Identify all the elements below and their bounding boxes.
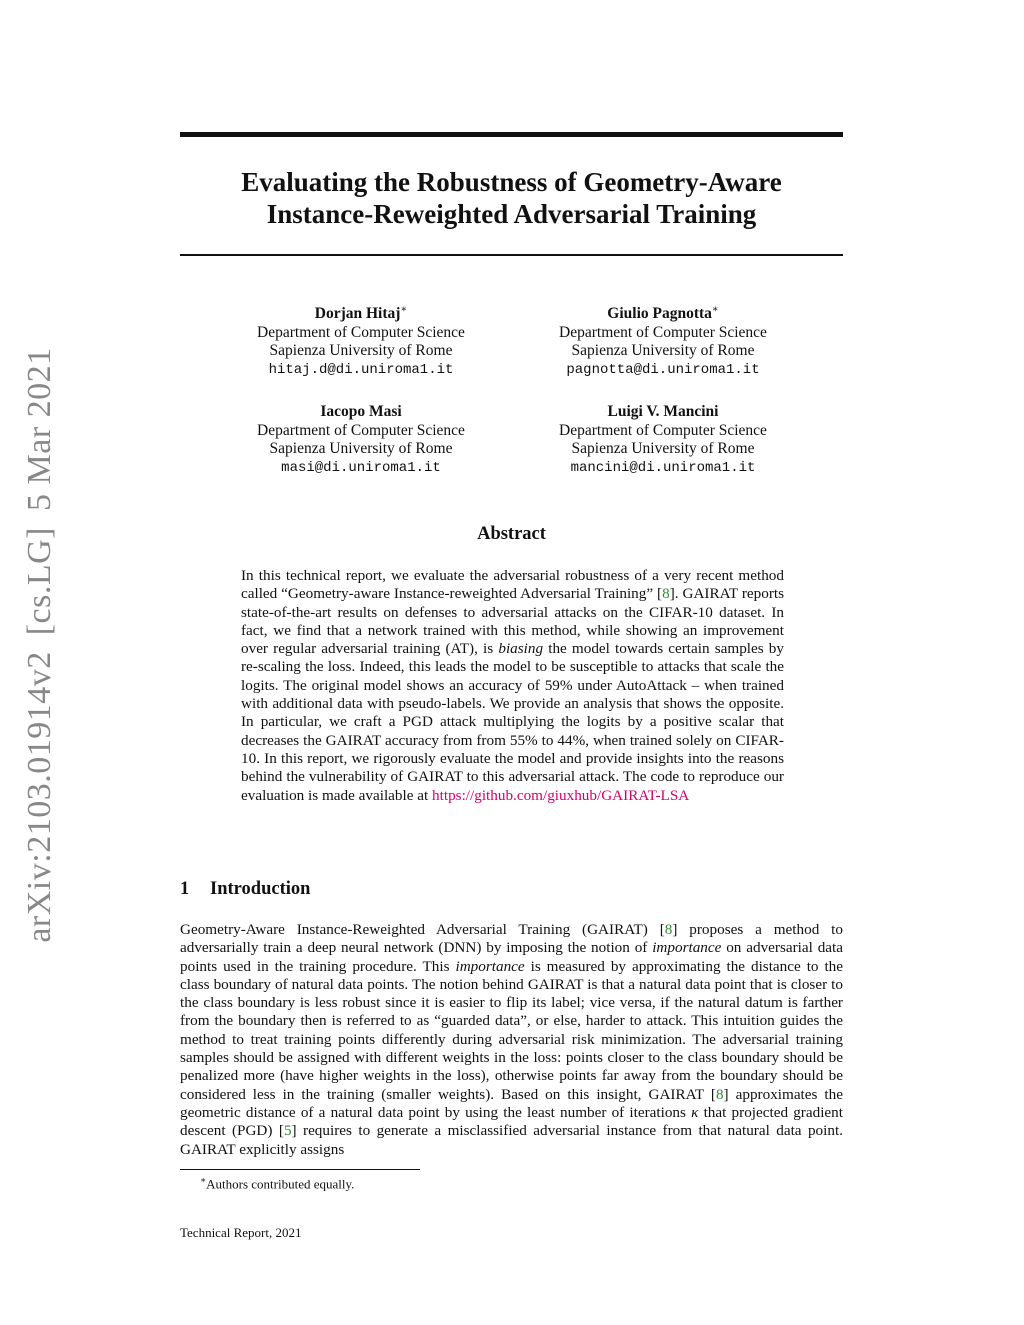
title-line-1: Evaluating the Robustness of Geometry-Aware xyxy=(241,167,782,197)
author-email: hitaj.d@di.uniroma1.it xyxy=(268,361,454,378)
author-email: pagnotta@di.uniroma1.it xyxy=(566,361,760,378)
author-university: Sapienza University of Rome xyxy=(269,342,453,360)
author-name: Dorjan Hitaj xyxy=(314,305,401,323)
github-link[interactable]: https://github.com/giuxhub/GAIRAT-LSA xyxy=(432,786,690,804)
section-heading xyxy=(180,879,310,900)
author-department: Department of Computer Science xyxy=(257,421,465,439)
author-email: masi@di.uniroma1.it xyxy=(281,459,441,476)
paper-title xyxy=(180,166,843,230)
footnote-text: Authors contributed equally. xyxy=(206,1176,355,1192)
citation-link[interactable]: 8 xyxy=(715,1085,724,1103)
author-university: Sapienza University of Rome xyxy=(269,440,453,457)
arxiv-date: 5 Mar 2021 xyxy=(21,347,58,511)
footnote-rule xyxy=(180,1169,420,1170)
author-block xyxy=(513,301,813,379)
citation-link[interactable]: 8 xyxy=(664,921,673,938)
citation-link[interactable]: 8 xyxy=(662,585,670,603)
page-footer: Technical Report, 2021 xyxy=(180,1225,302,1240)
author-name: Giulio Pagnotta xyxy=(607,305,712,323)
author-university: Sapienza University of Rome xyxy=(571,342,755,360)
author-email: mancini@di.uniroma1.it xyxy=(570,459,756,476)
section-number: 1 xyxy=(180,879,190,899)
title-top-rule xyxy=(180,132,843,137)
footnote-mark: ∗ xyxy=(200,1175,207,1185)
author-department: Department of Computer Science xyxy=(559,421,767,439)
author-department: Department of Computer Science xyxy=(559,323,767,341)
author-name: Iacopo Masi xyxy=(320,403,402,420)
author-footnote-mark: ∗ xyxy=(711,304,719,315)
footnote xyxy=(200,1175,354,1192)
abstract-heading: Abstract xyxy=(477,524,546,544)
author-department: Department of Computer Science xyxy=(257,323,465,341)
author-university: Sapienza University of Rome xyxy=(571,440,755,457)
author-footnote-mark: ∗ xyxy=(400,304,408,315)
author-block xyxy=(513,403,813,477)
introduction-text: Geometry-Aware Instance-Reweighted Adversarial Training (GAIRAT) [8] proposes a method to adversarially train a deep neural network (DNN) by imposing the notion of importance on adversarial data points used in the training procedure. This importance is measured by approximating the distance to the class boundary of natural data points. The notion behind GAIRAT is that a natural data point that is closer to the class boundary is less robust since it is easier to flip its label; vice versa, if the natural datum is farther from the boundary then is referred to as “guarded data”, or else, harder to attack. This intuition guides the method to treat training points differently during adversarial risk minimization. The adversarial training samples should be assigned with different weights in the loss: points closer to the class boundary should be penalized more (have higher weights in the loss), otherwise points far away from the boundary should be considered less in the training (smaller weights). Based on this insight, GAIRAT [8] approximates the geometric distance of a natural data point by using the least number of iterations κ that projected gradient descent (PGD) [5] requires to generate a misclassified adversarial instance from that natural data point. GAIRAT explicitly assigns xyxy=(180,921,844,1158)
title-bottom-rule xyxy=(180,254,843,256)
section-title: Introduction xyxy=(210,879,311,899)
citation-link[interactable]: 5 xyxy=(283,1122,292,1140)
author-name: Luigi V. Mancini xyxy=(607,403,719,420)
abstract-text: In this technical report, we evaluate the adversarial robustness of a very recent method called “Geometry-aware Instance-reweighted Adversarial Training” [8]. GAIRAT reports state-of-the-art results on defenses to adversarial attacks on the CIFAR-10 dataset. In fact, we find that a network trained with this method, while showing an improvement over regular adversarial training (AT), is biasing the model towards certain samples by re-scaling the loss. Indeed, this leads the model to be susceptible to attacks that scale the logits. The original model shows an accuracy of 59% under AutoAttack – when trained with additional data with pseudo-labels. We provide an analysis that shows the opposite. In particular, we craft a PGD attack multiplying the logits by a positive scalar that decreases the GAIRAT accuracy from from 55% to 44%, when trained solely on CIFAR-10. In this report, we rigorously evaluate the model and provide insights into the reasons behind the vulnerability of GAIRAT to this adversarial attack. The code to reproduce our evaluation is made available at https://github.com/giuxhub/GAIRAT-LSA xyxy=(241,567,785,804)
author-block xyxy=(211,403,511,477)
arxiv-category: [cs.LG] xyxy=(21,527,58,636)
author-block xyxy=(211,301,511,379)
arxiv-id: arXiv:2103.01914v2 xyxy=(21,651,58,943)
title-line-2: Instance-Reweighted Adversarial Training xyxy=(266,199,757,229)
arxiv-stamp xyxy=(21,347,59,942)
